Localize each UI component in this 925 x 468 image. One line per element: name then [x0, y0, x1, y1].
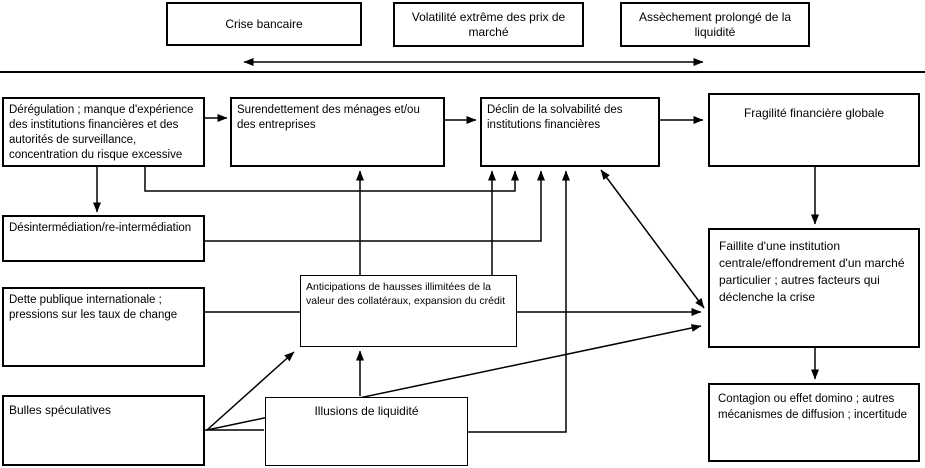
node-desintermediation: Désintermédiation/re-intermédiation [2, 215, 205, 262]
node-declin-solvabilite: Déclin de la solvabilité des institutions financières [480, 97, 660, 167]
node-fragilite-financiere: Fragilité financière globale [708, 93, 920, 167]
node-faillite-institution: Faillite d'une institution centrale/effondrement d'un marché particulier ; autres facteurs qui déclenche la crise [708, 228, 920, 348]
node-volatilite-extreme: Volatilité extrême des prix de marché [393, 2, 584, 47]
node-contagion: Contagion ou effet domino ; autres mécanismes de diffusion ; incertitude [708, 383, 920, 462]
node-deregulation: Dérégulation ; manque d'expérience des institutions financières et des autorités de surveillance, concentration du risque excessive [2, 97, 205, 167]
node-assechement-liquidite: Assèchement prolongé de la liquidité [620, 2, 810, 47]
edge-deregulation-declin [145, 166, 515, 191]
node-dette-publique: Dette publique internationale ; pressions sur les taux de change [2, 287, 205, 367]
node-crise-bancaire: Crise bancaire [166, 2, 362, 46]
node-surendettement: Surendettement des ménages et/ou des entreprises [230, 97, 445, 167]
edge-declin-faillite-double [601, 170, 704, 308]
edge-desintermediation-declin [204, 171, 541, 241]
node-bulles-speculatives: Bulles spéculatives [2, 395, 205, 466]
node-anticipations: Anticipations de hausses illimitées de la valeur des collatéraux, expansion du crédit [300, 275, 517, 347]
node-illusions-liquidite: Illusions de liquidité [265, 397, 468, 466]
